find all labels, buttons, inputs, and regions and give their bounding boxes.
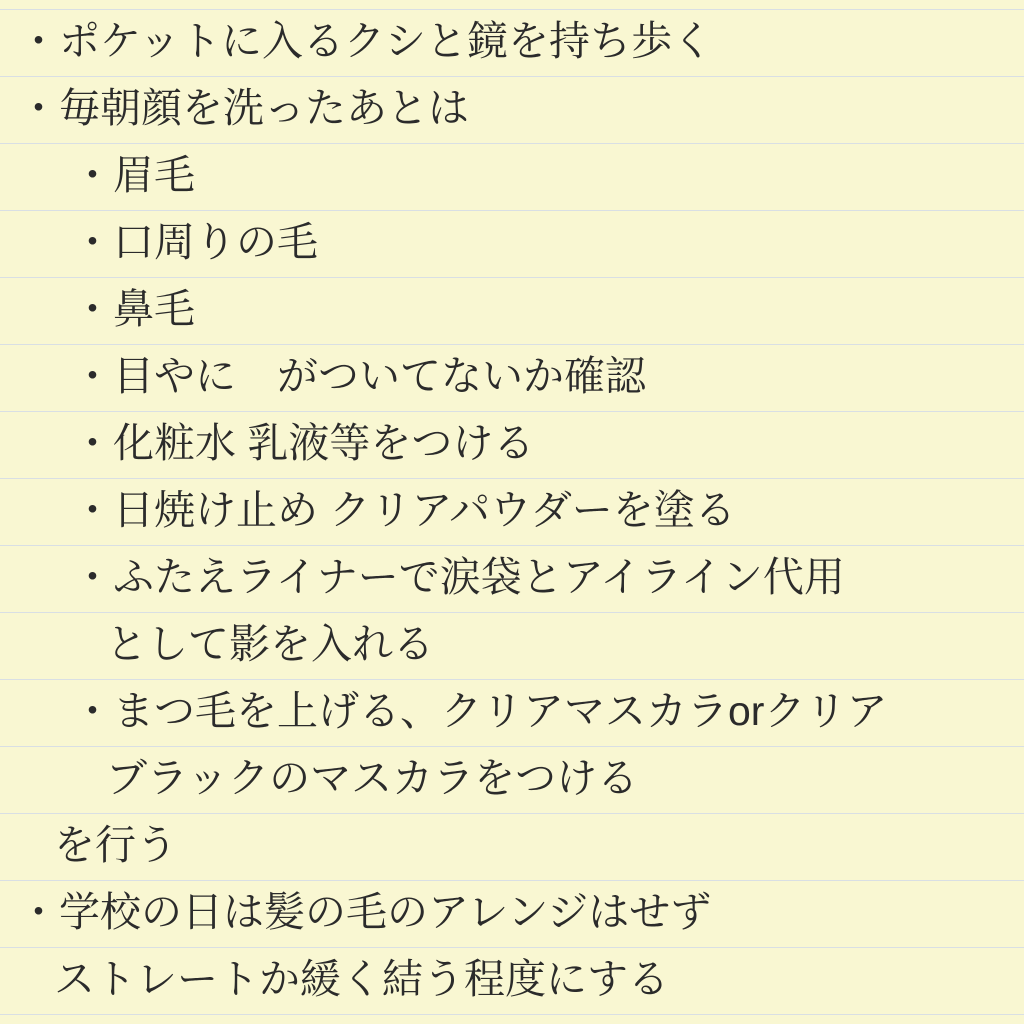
note-line: ・ふたえライナーで涙袋とアイライン代用 [72,554,845,600]
note-line: を行う [54,822,177,868]
note-line: ・化粧水 乳液等をつける [72,420,535,466]
note-line: ・鼻毛 [72,286,195,332]
rule-line [0,1014,1024,1015]
note-line: ・眉毛 [72,152,195,198]
note-line: ・毎朝顔を洗ったあとは [18,85,469,131]
note-line: ストレートか緩く結う程度にする [54,956,669,1002]
note-line: ・まつ毛を上げる、クリアマスカラorクリア [72,688,888,734]
note-line: ・学校の日は髪の毛のアレンジはせず [18,889,712,935]
note-line: ・ポケットに入るクシと鏡を持ち歩く [18,18,713,64]
note-line: ・口周りの毛 [72,219,318,265]
note-line: ・目やに がついてないか確認 [72,353,646,399]
note-line: ブラックのマスカラをつける [106,755,639,801]
note-line: として影を入れる [106,621,434,667]
note-line: ・日焼け止め クリアパウダーを塗る [72,487,736,533]
